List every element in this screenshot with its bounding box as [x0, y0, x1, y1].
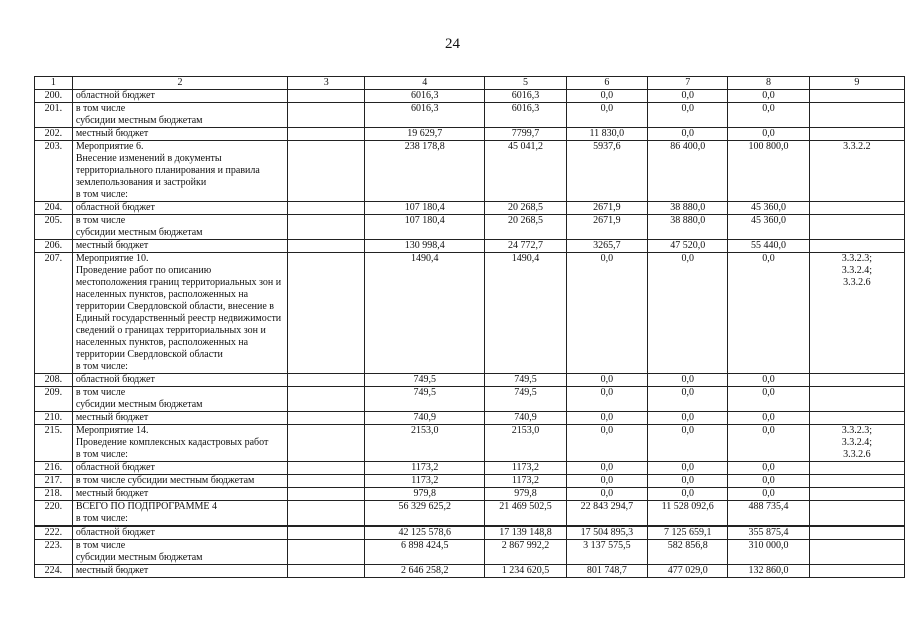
col8-value-cell: 45 360,0 — [728, 202, 809, 215]
col8-value-cell: 0,0 — [728, 488, 809, 501]
row-name-cell: местный бюджет — [72, 128, 287, 141]
row-number-cell: 222. — [35, 526, 73, 540]
row-number-cell: 203. — [35, 141, 73, 202]
col8-value-cell: 55 440,0 — [728, 240, 809, 253]
col6-value-cell: 801 748,7 — [566, 565, 647, 578]
col5-value-cell: 979,8 — [485, 488, 566, 501]
row-name-cell: в том числе субсидии местным бюджетам — [72, 215, 287, 240]
col3-cell — [288, 374, 365, 387]
target-index-cell — [809, 202, 904, 215]
col7-value-cell: 0,0 — [648, 488, 728, 501]
col4-value-cell: 6016,3 — [365, 103, 485, 128]
col3-cell — [288, 103, 365, 128]
col5-value-cell: 24 772,7 — [485, 240, 566, 253]
col6-value-cell: 0,0 — [566, 488, 647, 501]
row-name-cell: Мероприятие 6. Внесение изменений в документы территориального планирования и правила землепользования и застройки в том числе: — [72, 141, 287, 202]
target-index-cell — [809, 501, 904, 527]
col4-value-cell: 6 898 424,5 — [365, 540, 485, 565]
col3-cell — [288, 240, 365, 253]
target-index-cell — [809, 412, 904, 425]
header-cell: 8 — [728, 77, 809, 90]
table-row — [35, 475, 905, 488]
table-row — [35, 215, 905, 240]
row-name-cell: местный бюджет — [72, 412, 287, 425]
col3-cell — [288, 253, 365, 374]
row-name-cell: областной бюджет — [72, 202, 287, 215]
col8-value-cell: 0,0 — [728, 374, 809, 387]
col6-value-cell: 5937,6 — [566, 141, 647, 202]
row-number-cell: 223. — [35, 540, 73, 565]
target-index-cell — [809, 475, 904, 488]
col4-value-cell: 19 629,7 — [365, 128, 485, 141]
row-number-cell: 204. — [35, 202, 73, 215]
col7-value-cell: 38 880,0 — [648, 202, 728, 215]
col5-value-cell: 749,5 — [485, 387, 566, 412]
target-index-cell — [809, 526, 904, 540]
target-index-cell: 3.3.2.3; 3.3.2.4; 3.3.2.6 — [809, 425, 904, 462]
col5-value-cell: 2153,0 — [485, 425, 566, 462]
row-name-cell: областной бюджет — [72, 462, 287, 475]
col3-cell — [288, 488, 365, 501]
col8-value-cell: 0,0 — [728, 90, 809, 103]
table-row — [35, 202, 905, 215]
col5-value-cell: 1173,2 — [485, 462, 566, 475]
col4-value-cell: 1490,4 — [365, 253, 485, 374]
col4-value-cell: 107 180,4 — [365, 215, 485, 240]
row-number-cell: 220. — [35, 501, 73, 527]
target-index-cell — [809, 565, 904, 578]
col6-value-cell: 2671,9 — [566, 202, 647, 215]
table-row — [35, 253, 905, 374]
target-index-cell — [809, 488, 904, 501]
col8-value-cell: 0,0 — [728, 475, 809, 488]
col5-value-cell: 20 268,5 — [485, 202, 566, 215]
table-row — [35, 103, 905, 128]
row-name-cell: в том числе субсидии местным бюджетам — [72, 387, 287, 412]
row-number-cell: 200. — [35, 90, 73, 103]
col5-value-cell: 45 041,2 — [485, 141, 566, 202]
row-number-cell: 217. — [35, 475, 73, 488]
col6-value-cell: 0,0 — [566, 90, 647, 103]
header-cell: 6 — [566, 77, 647, 90]
col6-value-cell: 0,0 — [566, 412, 647, 425]
row-name-cell: в том числе субсидии местным бюджетам — [72, 475, 287, 488]
col8-value-cell: 0,0 — [728, 103, 809, 128]
col6-value-cell: 0,0 — [566, 374, 647, 387]
row-number-cell: 208. — [35, 374, 73, 387]
row-number-cell: 205. — [35, 215, 73, 240]
col7-value-cell: 0,0 — [648, 387, 728, 412]
col4-value-cell: 2 646 258,2 — [365, 565, 485, 578]
col4-value-cell: 749,5 — [365, 374, 485, 387]
row-number-cell: 206. — [35, 240, 73, 253]
col8-value-cell: 488 735,4 — [728, 501, 809, 527]
target-index-cell — [809, 90, 904, 103]
col3-cell — [288, 565, 365, 578]
table-row — [35, 488, 905, 501]
row-name-cell: в том числе субсидии местным бюджетам — [72, 540, 287, 565]
col5-value-cell: 740,9 — [485, 412, 566, 425]
row-number-cell: 224. — [35, 565, 73, 578]
col6-value-cell: 0,0 — [566, 387, 647, 412]
col7-value-cell: 86 400,0 — [648, 141, 728, 202]
col6-value-cell: 0,0 — [566, 475, 647, 488]
col6-value-cell: 2671,9 — [566, 215, 647, 240]
table-row — [35, 565, 905, 578]
header-cell: 1 — [35, 77, 73, 90]
col6-value-cell: 11 830,0 — [566, 128, 647, 141]
table-row — [35, 374, 905, 387]
col7-value-cell: 0,0 — [648, 90, 728, 103]
col4-value-cell: 1173,2 — [365, 475, 485, 488]
col6-value-cell: 0,0 — [566, 253, 647, 374]
col8-value-cell: 132 860,0 — [728, 565, 809, 578]
col3-cell — [288, 540, 365, 565]
col6-value-cell: 0,0 — [566, 462, 647, 475]
target-index-cell: 3.3.2.2 — [809, 141, 904, 202]
col7-value-cell: 0,0 — [648, 374, 728, 387]
col4-value-cell: 1173,2 — [365, 462, 485, 475]
col7-value-cell: 7 125 659,1 — [648, 526, 728, 540]
table-row — [35, 425, 905, 462]
target-index-cell — [809, 240, 904, 253]
table-row — [35, 462, 905, 475]
col4-value-cell: 42 125 578,6 — [365, 526, 485, 540]
row-name-cell: в том числе субсидии местным бюджетам — [72, 103, 287, 128]
row-name-cell: областной бюджет — [72, 374, 287, 387]
col5-value-cell: 1490,4 — [485, 253, 566, 374]
col8-value-cell: 100 800,0 — [728, 141, 809, 202]
table-row — [35, 540, 905, 565]
col7-value-cell: 0,0 — [648, 475, 728, 488]
col4-value-cell: 749,5 — [365, 387, 485, 412]
col5-value-cell: 2 867 992,2 — [485, 540, 566, 565]
col5-value-cell: 20 268,5 — [485, 215, 566, 240]
col7-value-cell: 47 520,0 — [648, 240, 728, 253]
col4-value-cell: 6016,3 — [365, 90, 485, 103]
row-name-cell: местный бюджет — [72, 240, 287, 253]
row-number-cell: 216. — [35, 462, 73, 475]
col3-cell — [288, 526, 365, 540]
header-cell: 7 — [648, 77, 728, 90]
header-cell: 4 — [365, 77, 485, 90]
col7-value-cell: 0,0 — [648, 128, 728, 141]
table-row — [35, 501, 905, 527]
col8-value-cell: 0,0 — [728, 462, 809, 475]
col7-value-cell: 477 029,0 — [648, 565, 728, 578]
row-number-cell: 202. — [35, 128, 73, 141]
page-number: 24 — [445, 36, 460, 52]
col7-value-cell: 0,0 — [648, 253, 728, 374]
target-index-cell — [809, 128, 904, 141]
col6-value-cell: 17 504 895,3 — [566, 526, 647, 540]
col5-value-cell: 1173,2 — [485, 475, 566, 488]
table-row — [35, 387, 905, 412]
target-index-cell — [809, 387, 904, 412]
target-index-cell — [809, 540, 904, 565]
col7-value-cell: 0,0 — [648, 462, 728, 475]
table-row — [35, 240, 905, 253]
row-number-cell: 201. — [35, 103, 73, 128]
table-row — [35, 526, 905, 540]
col3-cell — [288, 387, 365, 412]
col8-value-cell: 310 000,0 — [728, 540, 809, 565]
col6-value-cell: 3265,7 — [566, 240, 647, 253]
col3-cell — [288, 501, 365, 527]
col5-value-cell: 1 234 620,5 — [485, 565, 566, 578]
col7-value-cell: 0,0 — [648, 425, 728, 462]
row-number-cell: 215. — [35, 425, 73, 462]
col8-value-cell: 0,0 — [728, 387, 809, 412]
col8-value-cell: 0,0 — [728, 412, 809, 425]
row-name-cell: местный бюджет — [72, 488, 287, 501]
col8-value-cell: 45 360,0 — [728, 215, 809, 240]
col3-cell — [288, 462, 365, 475]
col5-value-cell: 6016,3 — [485, 90, 566, 103]
col7-value-cell: 0,0 — [648, 412, 728, 425]
col4-value-cell: 979,8 — [365, 488, 485, 501]
col3-cell — [288, 475, 365, 488]
header-cell: 5 — [485, 77, 566, 90]
col7-value-cell: 11 528 092,6 — [648, 501, 728, 527]
row-name-cell: областной бюджет — [72, 90, 287, 103]
col5-value-cell: 749,5 — [485, 374, 566, 387]
col5-value-cell: 21 469 502,5 — [485, 501, 566, 527]
row-name-cell: Мероприятие 10. Проведение работ по описанию местоположения границ территориальных зон и населенных пунктов, расположенных на территории Свердловской области, внесение в Единый государственный реестр недвижимости сведений о границах территориальных зон и населенных пунктов, расположенных на территории Свердловской области в том числе: — [72, 253, 287, 374]
header-row — [35, 77, 905, 90]
col3-cell — [288, 90, 365, 103]
col7-value-cell: 582 856,8 — [648, 540, 728, 565]
row-number-cell: 207. — [35, 253, 73, 374]
col4-value-cell: 130 998,4 — [365, 240, 485, 253]
col8-value-cell: 355 875,4 — [728, 526, 809, 540]
col8-value-cell: 0,0 — [728, 425, 809, 462]
target-index-cell — [809, 374, 904, 387]
col8-value-cell: 0,0 — [728, 128, 809, 141]
col8-value-cell: 0,0 — [728, 253, 809, 374]
col4-value-cell: 107 180,4 — [365, 202, 485, 215]
col3-cell — [288, 202, 365, 215]
table-row — [35, 412, 905, 425]
table-row — [35, 90, 905, 103]
col4-value-cell: 2153,0 — [365, 425, 485, 462]
target-index-cell — [809, 215, 904, 240]
row-name-cell: областной бюджет — [72, 526, 287, 540]
header-cell: 3 — [288, 77, 365, 90]
target-index-cell — [809, 462, 904, 475]
col4-value-cell: 56 329 625,2 — [365, 501, 485, 527]
col7-value-cell: 0,0 — [648, 103, 728, 128]
col6-value-cell: 22 843 294,7 — [566, 501, 647, 527]
header-cell: 2 — [72, 77, 287, 90]
row-name-cell: местный бюджет — [72, 565, 287, 578]
col4-value-cell: 740,9 — [365, 412, 485, 425]
col6-value-cell: 0,0 — [566, 103, 647, 128]
table-row — [35, 128, 905, 141]
col3-cell — [288, 412, 365, 425]
col7-value-cell: 38 880,0 — [648, 215, 728, 240]
row-name-cell: ВСЕГО ПО ПОДПРОГРАММЕ 4 в том числе: — [72, 501, 287, 527]
col5-value-cell: 7799,7 — [485, 128, 566, 141]
col5-value-cell: 6016,3 — [485, 103, 566, 128]
col3-cell — [288, 215, 365, 240]
col4-value-cell: 238 178,8 — [365, 141, 485, 202]
row-number-cell: 218. — [35, 488, 73, 501]
row-number-cell: 210. — [35, 412, 73, 425]
budget-table — [34, 76, 905, 578]
target-index-cell: 3.3.2.3; 3.3.2.4; 3.3.2.6 — [809, 253, 904, 374]
row-number-cell: 209. — [35, 387, 73, 412]
col5-value-cell: 17 139 148,8 — [485, 526, 566, 540]
table-row — [35, 141, 905, 202]
col6-value-cell: 0,0 — [566, 425, 647, 462]
target-index-cell — [809, 103, 904, 128]
header-cell: 9 — [809, 77, 904, 90]
col3-cell — [288, 128, 365, 141]
row-name-cell: Мероприятие 14. Проведение комплексных кадастровых работ в том числе: — [72, 425, 287, 462]
col3-cell — [288, 425, 365, 462]
col3-cell — [288, 141, 365, 202]
col6-value-cell: 3 137 575,5 — [566, 540, 647, 565]
